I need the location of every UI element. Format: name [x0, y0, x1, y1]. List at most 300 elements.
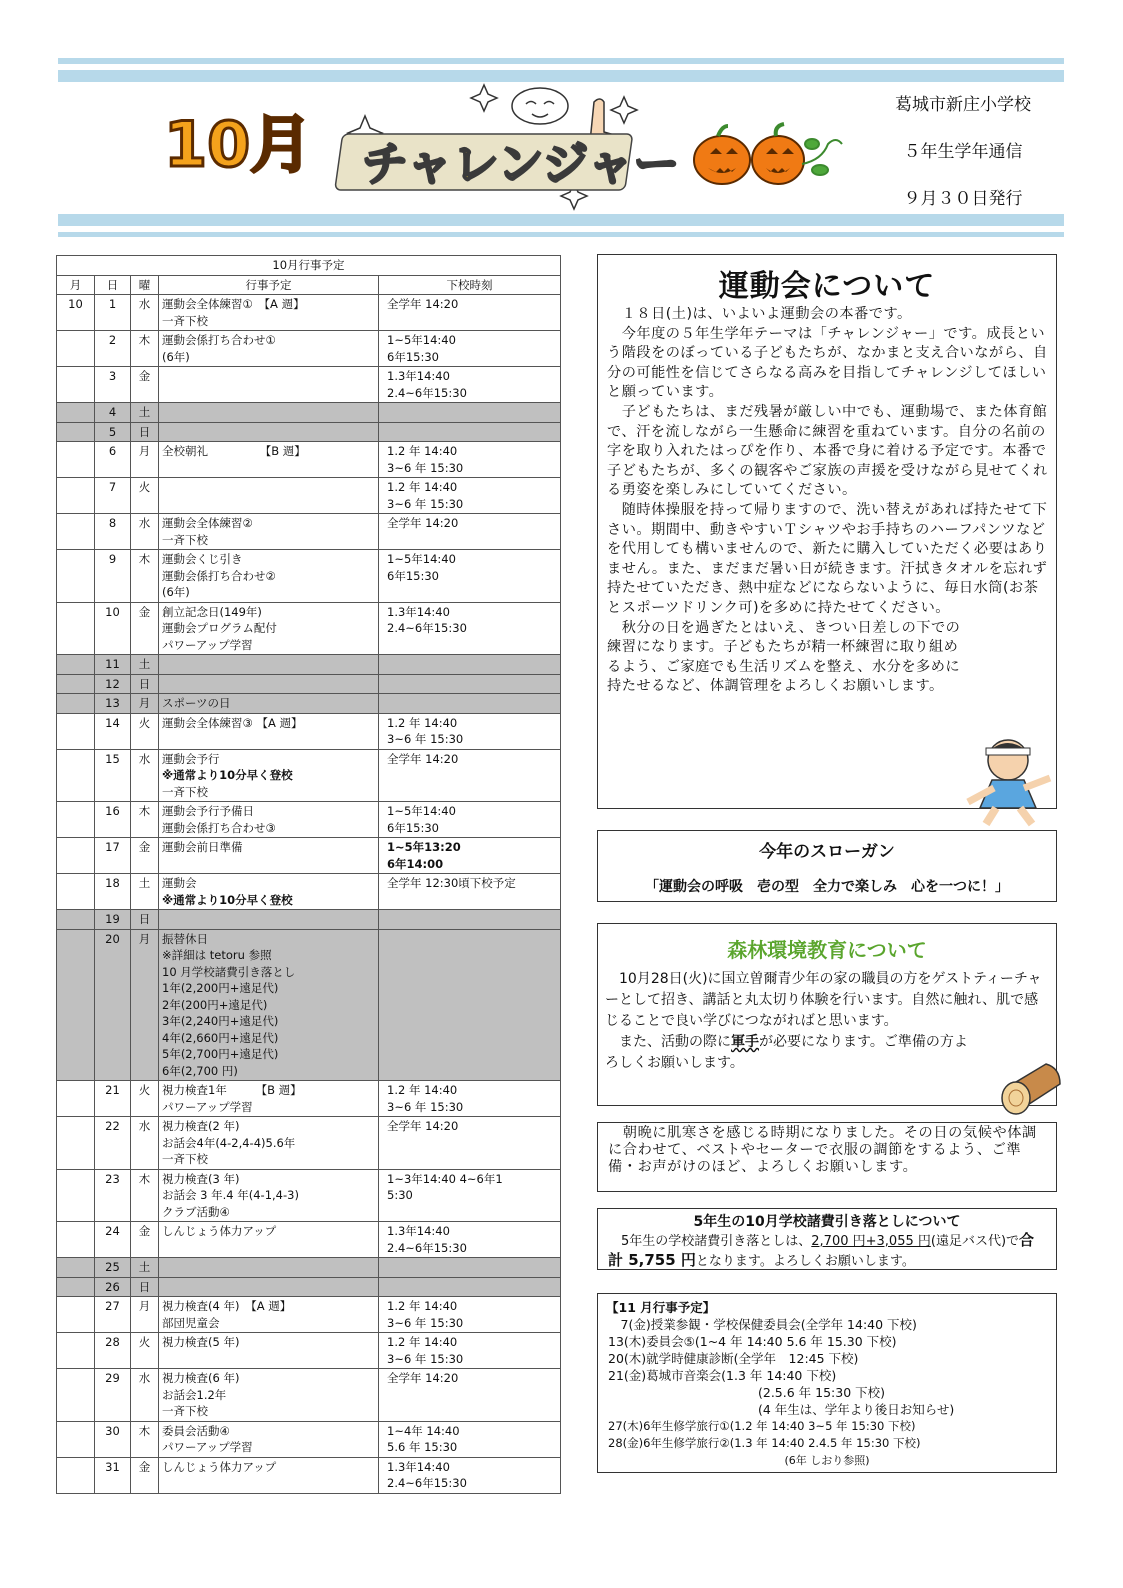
schedule-month [57, 550, 95, 603]
schedule-events [159, 422, 379, 442]
schedule-weekday: 木 [131, 802, 159, 838]
smiling-face-icon [512, 88, 568, 124]
schedule-event: スポーツの日 [162, 696, 231, 710]
schedule-event: 全校朝礼 【B 週】 [162, 444, 306, 458]
forest-title: 森林環境教育について [727, 938, 927, 962]
schedule-dismissal [379, 802, 561, 838]
schedule-day: 8 [95, 514, 131, 550]
schedule-day: 11 [95, 655, 131, 675]
schedule-weekday: 土 [131, 403, 159, 423]
schedule-dismissal-time: 1.2 年 14:40 [387, 715, 458, 730]
schedule-weekday: 水 [131, 295, 159, 331]
schedule-event: (6年) [162, 585, 190, 599]
schedule-day: 22 [95, 1117, 131, 1170]
schedule-weekday: 月 [131, 929, 159, 1081]
schedule-dismissal [379, 1277, 561, 1297]
pumpkin-illustration [690, 120, 850, 190]
schedule-dismissal [379, 929, 561, 1081]
schedule-row [57, 655, 561, 675]
schedule-weekday: 火 [131, 1081, 159, 1117]
schedule-event: 振替休日 [162, 931, 208, 946]
schedule-day: 28 [95, 1333, 131, 1369]
fees-box [597, 1208, 1057, 1270]
fees-text [598, 1231, 1056, 1271]
schedule-event: 3年(2,240円+遠足代) [162, 1014, 279, 1028]
title-logo-text: チャレンジャー [362, 137, 680, 191]
schedule-events [159, 1117, 379, 1170]
schedule-dismissal [379, 1222, 561, 1258]
schedule-events [159, 295, 379, 331]
schedule-event: ※詳細は tetoru 参照 [162, 948, 272, 962]
schedule-dismissal-time: 1.2 年 14:40 [387, 1083, 458, 1097]
header-stripe-top-2 [58, 70, 1064, 82]
schedule-day: 6 [95, 442, 131, 478]
forest-text: が必要になります。ご準備の方よろしくお願いします。 [605, 1034, 968, 1071]
schedule-weekday: 木 [131, 331, 159, 367]
schedule-weekday: 日 [131, 910, 159, 930]
schedule-dismissal [379, 1457, 561, 1493]
schedule-month [57, 514, 95, 550]
schedule-row [57, 1333, 561, 1369]
schedule-weekday: 月 [131, 1297, 159, 1333]
schedule-row [57, 1421, 561, 1457]
october-schedule-table [56, 255, 561, 1494]
schedule-events [159, 331, 379, 367]
schedule-dismissal [379, 674, 561, 694]
col-header-dismissal: 下校時刻 [379, 275, 561, 295]
schedule-events [159, 1333, 379, 1369]
schedule-row [57, 1277, 561, 1297]
schedule-weekday: 水 [131, 1369, 159, 1422]
schedule-month [57, 478, 95, 514]
col-header-weekday: 曜 [131, 275, 159, 295]
schedule-row [57, 910, 561, 930]
schedule-row [57, 422, 561, 442]
schedule-row [57, 1457, 561, 1493]
schedule-dismissal [379, 403, 561, 423]
schedule-weekday: 火 [131, 1333, 159, 1369]
schedule-weekday: 土 [131, 655, 159, 675]
sports-day-article [597, 254, 1057, 809]
schedule-month [57, 1369, 95, 1422]
november-line: (4 年生は、学年より後日お知らせ) [758, 1402, 955, 1417]
schedule-dismissal [379, 1421, 561, 1457]
col-header-day: 日 [95, 275, 131, 295]
schedule-dismissal [379, 910, 561, 930]
schedule-events [159, 838, 379, 874]
schedule-dismissal-time: 3~6 年 15:30 [387, 732, 464, 746]
november-line: 28(金)6年生修学旅行②(1.3 年 14:40 2.4.5 年 15:30 下校) [608, 1436, 921, 1450]
schedule-weekday: 日 [131, 674, 159, 694]
schedule-event: 一斉下校 [162, 532, 208, 547]
schedule-day: 7 [95, 478, 131, 514]
schedule-dismissal-time: 1~5年14:40 [387, 552, 456, 566]
schedule-dismissal [379, 550, 561, 603]
month-logo-text: 10月 [164, 108, 313, 181]
fees-total: 合計 5,755 円 [608, 1231, 1035, 1269]
schedule-month: 10 [57, 295, 95, 331]
schedule-event: 視力検査(2 年) [162, 1119, 240, 1133]
schedule-events [159, 655, 379, 675]
schedule-event: 4年(2,660円+遠足代) [162, 1030, 279, 1045]
schedule-events [159, 1081, 379, 1117]
schedule-event: しんじょう体力アップ [162, 1224, 277, 1238]
fees-text-part: 5年生の学校諸費引き落としは、 [608, 1234, 812, 1249]
schedule-month [57, 1297, 95, 1333]
schedule-day: 2 [95, 331, 131, 367]
schedule-dismissal-time: 1.2 年 14:40 [387, 1335, 458, 1349]
month-logo [160, 100, 313, 181]
title-logo [340, 82, 680, 212]
november-title: 【11 月行事予定】 [606, 1300, 716, 1315]
schedule-weekday: 木 [131, 1421, 159, 1457]
schedule-day: 20 [95, 929, 131, 1081]
schedule-event: しんじょう体力アップ [162, 1459, 277, 1474]
log-illustration [998, 1058, 1064, 1118]
schedule-events [159, 602, 379, 655]
schedule-dismissal-time: 全学年 14:20 [387, 1119, 459, 1133]
schedule-event: お話会4年(4-2,4-4)5.6年 [162, 1135, 296, 1150]
schedule-row [57, 367, 561, 403]
schedule-month [57, 1277, 95, 1297]
schedule-month [57, 838, 95, 874]
schedule-event: 運動会全体練習② [162, 516, 253, 530]
schedule-dismissal-time: 1~5年14:40 [387, 804, 456, 818]
col-header-events: 行事予定 [159, 275, 379, 295]
schedule-dismissal [379, 442, 561, 478]
schedule-dismissal-time: 2.4~6年15:30 [387, 1476, 467, 1490]
schedule-weekday: 日 [131, 1277, 159, 1297]
schedule-events [159, 874, 379, 910]
schedule-dismissal-time: 全学年 14:20 [387, 297, 459, 311]
schedule-events [159, 1222, 379, 1258]
schedule-event: 運動会全体練習① 【A 週】 [162, 297, 305, 311]
schedule-day: 13 [95, 694, 131, 714]
schedule-dismissal-time: 1~3年14:40 4~6年1 [387, 1171, 503, 1186]
schedule-month [57, 674, 95, 694]
schedule-events [159, 1169, 379, 1222]
schedule-dismissal [379, 602, 561, 655]
schedule-event: 視力検査(4 年) 【A 週】 [162, 1299, 292, 1313]
weather-note-text: 朝晩に肌寒さを感じる時期になりました。その日の気候や体調に合わせて、ベストやセーターで衣服の調節をするよう、ご準備・お声がけのほど、よろしくお願いします。 [608, 1125, 1037, 1175]
schedule-events [159, 713, 379, 749]
schedule-dismissal [379, 713, 561, 749]
schedule-events [159, 367, 379, 403]
schedule-month [57, 749, 95, 802]
schedule-events [159, 1258, 379, 1278]
schedule-event: 一斉下校 [162, 313, 208, 328]
schedule-events [159, 910, 379, 930]
schedule-dismissal-time: 全学年 14:20 [387, 1371, 459, 1385]
forest-paragraph-2 [605, 1032, 1044, 1074]
schedule-row [57, 331, 561, 367]
november-line: 21(金)葛城市音楽会(1.3 年 14:40 下校) [608, 1368, 837, 1383]
november-line: 20(木)就学時健康診断(全学年 12:45 下校) [608, 1351, 859, 1366]
november-line: 27(木)6年生修学旅行①(1.2 年 14:40 3~5 年 15:30 下校) [608, 1419, 916, 1433]
col-header-month: 月 [57, 275, 95, 295]
schedule-event: パワーアップ学習 [162, 1099, 253, 1114]
schedule-row [57, 1258, 561, 1278]
schedule-weekday: 金 [131, 1457, 159, 1493]
schedule-month [57, 1222, 95, 1258]
schedule-dismissal-time: 6年14:00 [387, 856, 444, 871]
schedule-event: 視力検査1年 【B 週】 [162, 1083, 302, 1097]
schedule-dismissal-time: 6年15:30 [387, 568, 439, 583]
schedule-month [57, 367, 95, 403]
schedule-dismissal [379, 1081, 561, 1117]
schedule-weekday: 金 [131, 602, 159, 655]
issue-date: ９月３０日発行 [903, 189, 1023, 209]
schedule-day: 4 [95, 403, 131, 423]
schedule-event: 創立記念日(149年) [162, 604, 262, 619]
schedule-events [159, 550, 379, 603]
schedule-event: 運動会予行予備日 [162, 804, 254, 818]
school-name: 葛城市新庄小学校 [895, 95, 1031, 115]
schedule-event: パワーアップ学習 [162, 637, 253, 652]
schedule-weekday: 火 [131, 713, 159, 749]
schedule-events [159, 1297, 379, 1333]
schedule-event: お話会 3 年.4 年(4-1,4-3) [162, 1188, 299, 1202]
schedule-row [57, 674, 561, 694]
sports-day-paragraph: 随時体操服を持って帰りますので、洗い替えがあれば持たせて下さい。期間中、動きやすいＴシャツやお手持ちのハーフパンツなどを代用しても構いませんので、新たに購入していただく必要はありません。また、まだまだ暑い日が続きます。汗拭きタオルを忘れず持たせていただき、熱中症などにならないように、毎日水筒(お茶とスポーツドリンク可)を多めに持たせてください。 [607, 501, 1048, 616]
schedule-row [57, 874, 561, 910]
schedule-events [159, 478, 379, 514]
schedule-dismissal [379, 749, 561, 802]
fees-text-part: (遠足バス代)で [930, 1234, 1020, 1249]
schedule-dismissal [379, 1369, 561, 1422]
schedule-weekday: 月 [131, 694, 159, 714]
schedule-dismissal-time: 1.2 年 14:40 [387, 1299, 458, 1313]
schedule-dismissal-time: 1.2 年 14:40 [387, 444, 458, 458]
schedule-event: 運動会 [162, 876, 197, 890]
november-line: 7(金)授業参観・学校保健委員会(全学年 14:40 下校) [608, 1317, 917, 1332]
sports-day-paragraph: 子どもたちは、まだ残暑が厳しい中でも、運動場で、また体育館で、汗を流しながら一生懸命に練習を重ねています。自分の名前の字を取り入れたはっぴを作り、本番で身に着ける予定です。本番で子どもたちが、多くの観客やご家族の声援を受けながら見せてくれる勇姿を楽しみにしていてください。 [607, 403, 1048, 499]
schedule-weekday: 木 [131, 1169, 159, 1222]
schedule-month [57, 1169, 95, 1222]
schedule-row [57, 802, 561, 838]
schedule-weekday: 木 [131, 550, 159, 603]
schedule-dismissal-time: 5:30 [387, 1188, 413, 1202]
schedule-event: 運動会前日準備 [162, 840, 243, 854]
schedule-dismissal-time: 6年15:30 [387, 820, 439, 835]
schedule-month [57, 1258, 95, 1278]
sports-day-paragraph: 今年度の５年生学年テーマは「チャレンジャー」です。成長という階段をのぼっている子どもたちが、なかまと支え合いながら、自分の可能性を信じてさらなる高みを目指してチャレンジしてほしいと願っています。 [607, 325, 1048, 401]
header-stripe-top-1 [58, 58, 1064, 64]
schedule-event: ※通常より10分早く登校 [162, 892, 293, 907]
schedule-event: 2年(200円+遠足代) [162, 997, 268, 1012]
schedule-month [57, 1333, 95, 1369]
schedule-dismissal-time: 全学年 14:20 [387, 751, 459, 766]
schedule-row [57, 1222, 561, 1258]
schedule-day: 14 [95, 713, 131, 749]
schedule-day: 9 [95, 550, 131, 603]
schedule-event: 視力検査(6 年) [162, 1371, 240, 1385]
schedule-weekday: 土 [131, 874, 159, 910]
schedule-weekday: 金 [131, 838, 159, 874]
schedule-event: 一斉下校 [162, 784, 208, 799]
schedule-dismissal [379, 655, 561, 675]
schedule-event: 6年(2,700 円) [162, 1063, 238, 1078]
schedule-event: 視力検査(3 年) [162, 1171, 240, 1186]
schedule-dismissal-time: 全学年 14:20 [387, 516, 459, 530]
schedule-row [57, 1081, 561, 1117]
schedule-title: 10月行事予定 [57, 256, 561, 276]
schedule-row [57, 1117, 561, 1170]
schedule-dismissal-time: 2.4~6年15:30 [387, 621, 467, 635]
schedule-day: 25 [95, 1258, 131, 1278]
schedule-event: 1年(2,200円+遠足代) [162, 981, 279, 995]
schedule-month [57, 713, 95, 749]
schedule-event: 一斉下校 [162, 1404, 208, 1418]
schedule-dismissal-time: 全学年 12:30頃下校予定 [387, 876, 516, 890]
schedule-day: 3 [95, 367, 131, 403]
schedule-dismissal-time: 3~6 年 15:30 [387, 496, 464, 511]
schedule-row [57, 514, 561, 550]
november-footnote: (6年 しおり参照) [784, 1454, 870, 1467]
schedule-dismissal-time: 3~6 年 15:30 [387, 1351, 464, 1366]
schedule-dismissal [379, 422, 561, 442]
schedule-events [159, 1277, 379, 1297]
pumpkin-icon [752, 124, 804, 184]
schedule-event: 運動会係打ち合わせ① [162, 333, 276, 347]
schedule-row [57, 403, 561, 423]
schedule-dismissal [379, 331, 561, 367]
pumpkin-icon [694, 126, 750, 184]
forest-paragraph: 10月28日(火)に国立曽爾青少年の家の職員の方をゲストティーチャーとして招き、講話と丸太切り体験を行います。自然に触れ、肌で感じることで良い学びにつながればと思います。 [605, 971, 1042, 1029]
november-line: (2.5.6 年 15:30 下校) [758, 1385, 886, 1400]
schedule-dismissal-time: 1.2 年 14:40 [387, 480, 458, 494]
fees-title: 5年生の10月学校諸費引き落としについて [693, 1214, 961, 1230]
schedule-dismissal-time: 3~6 年 15:30 [387, 1315, 464, 1330]
schedule-dismissal-time: 6年15:30 [387, 349, 439, 364]
schedule-events [159, 749, 379, 802]
schedule-dismissal-time: 1~5年14:40 [387, 333, 456, 347]
sports-day-title: 運動会について [718, 269, 936, 304]
slogan-text: 「運動会の呼吸 壱の型 全力で楽しみ 心を一つに！」 [645, 879, 1009, 895]
slogan-box [597, 830, 1057, 902]
schedule-month [57, 694, 95, 714]
schedule-row [57, 478, 561, 514]
fees-amount: 2,700 円+3,055 円 [811, 1234, 931, 1249]
schedule-events [159, 802, 379, 838]
schedule-row [57, 1369, 561, 1422]
schedule-events [159, 674, 379, 694]
schedule-row [57, 1169, 561, 1222]
schedule-month [57, 403, 95, 423]
forest-education-article [597, 923, 1057, 1106]
schedule-day: 5 [95, 422, 131, 442]
schedule-events [159, 1369, 379, 1422]
schedule-dismissal [379, 838, 561, 874]
schedule-row [57, 749, 561, 802]
schedule-day: 29 [95, 1369, 131, 1422]
schedule-weekday: 金 [131, 1222, 159, 1258]
schedule-row [57, 694, 561, 714]
schedule-dismissal [379, 1258, 561, 1278]
schedule-weekday: 火 [131, 478, 159, 514]
schedule-month [57, 422, 95, 442]
schedule-row [57, 602, 561, 655]
schedule-dismissal-time: 2.4~6年15:30 [387, 1240, 467, 1255]
header-stripe-bottom-1 [58, 214, 1064, 226]
schedule-day: 30 [95, 1421, 131, 1457]
schedule-row [57, 929, 561, 1081]
forest-body [598, 963, 1056, 1074]
schedule-weekday: 水 [131, 1117, 159, 1170]
schedule-event: 運動会プログラム配付 [162, 621, 277, 635]
schedule-weekday: 水 [131, 514, 159, 550]
schedule-event: 部団児童会 [162, 1315, 220, 1330]
schedule-dismissal [379, 1169, 561, 1222]
schedule-dismissal [379, 1117, 561, 1170]
sports-day-body [598, 305, 1056, 697]
schedule-day: 10 [95, 602, 131, 655]
schedule-dismissal-time: 1.3年14:40 [387, 1224, 450, 1238]
schedule-event: パワーアップ学習 [162, 1440, 253, 1454]
schedule-day: 16 [95, 802, 131, 838]
schedule-day: 1 [95, 295, 131, 331]
schedule-day: 23 [95, 1169, 131, 1222]
schedule-events [159, 694, 379, 714]
schedule-event: 5年(2,700円+遠足代) [162, 1047, 279, 1061]
schedule-weekday: 土 [131, 1258, 159, 1278]
sports-day-paragraph: １８日(土)は、いよいよ運動会の本番です。 [607, 306, 912, 322]
schedule-row [57, 838, 561, 874]
schedule-event: 委員会活動④ [162, 1423, 230, 1438]
schedule-day: 26 [95, 1277, 131, 1297]
schedule-row [57, 1297, 561, 1333]
schedule-dismissal-time: 1.3年14:40 [387, 604, 450, 619]
schedule-events [159, 514, 379, 550]
schedule-event: 視力検査(5 年) [162, 1335, 240, 1349]
schedule-day: 27 [95, 1297, 131, 1333]
schedule-events [159, 929, 379, 1081]
schedule-dismissal-time: 1.3年14:40 [387, 369, 450, 383]
schedule-dismissal-time: 5.6 年 15:30 [387, 1440, 458, 1454]
schedule-event: 運動会係打ち合わせ③ [162, 820, 276, 835]
schedule-dismissal [379, 1333, 561, 1369]
schedule-event: お話会1.2年 [162, 1387, 227, 1402]
schedule-day: 17 [95, 838, 131, 874]
schedule-month [57, 331, 95, 367]
schedule-day: 12 [95, 674, 131, 694]
schedule-dismissal-time: 3~6 年 15:30 [387, 1099, 464, 1114]
schedule-month [57, 602, 95, 655]
schedule-month [57, 929, 95, 1081]
slogan-title: 今年のスローガン [759, 842, 895, 862]
work-gloves-word: 軍手 [731, 1034, 759, 1050]
schedule-events [159, 1421, 379, 1457]
sports-day-paragraph: 秋分の日を過ぎたとはいえ、きつい日差しの下での練習になります。子どもたちが精一杯練習に取り組めるよう、ご家庭でも生活リズムを整え、水分を多めに持たせるなど、体調管理をよろしくお願いします。 [607, 619, 961, 695]
schedule-row [57, 295, 561, 331]
schedule-day: 24 [95, 1222, 131, 1258]
schedule-day: 31 [95, 1457, 131, 1493]
schedule-dismissal-time: 1~4年 14:40 [387, 1423, 460, 1438]
schedule-event: 一斉下校 [162, 1152, 208, 1166]
schedule-dismissal [379, 694, 561, 714]
schedule-month [57, 802, 95, 838]
newsletter-name: ５年生学年通信 [903, 142, 1023, 162]
schedule-day: 19 [95, 910, 131, 930]
schedule-event: 運動会全体練習③ 【A 週】 [162, 715, 303, 730]
schedule-dismissal [379, 874, 561, 910]
schedule-dismissal-time: 1.3年14:40 [387, 1459, 450, 1474]
november-schedule [597, 1293, 1057, 1473]
schedule-row [57, 713, 561, 749]
schedule-month [57, 442, 95, 478]
schedule-dismissal-time: 2.4~6年15:30 [387, 385, 467, 400]
schedule-weekday: 月 [131, 442, 159, 478]
